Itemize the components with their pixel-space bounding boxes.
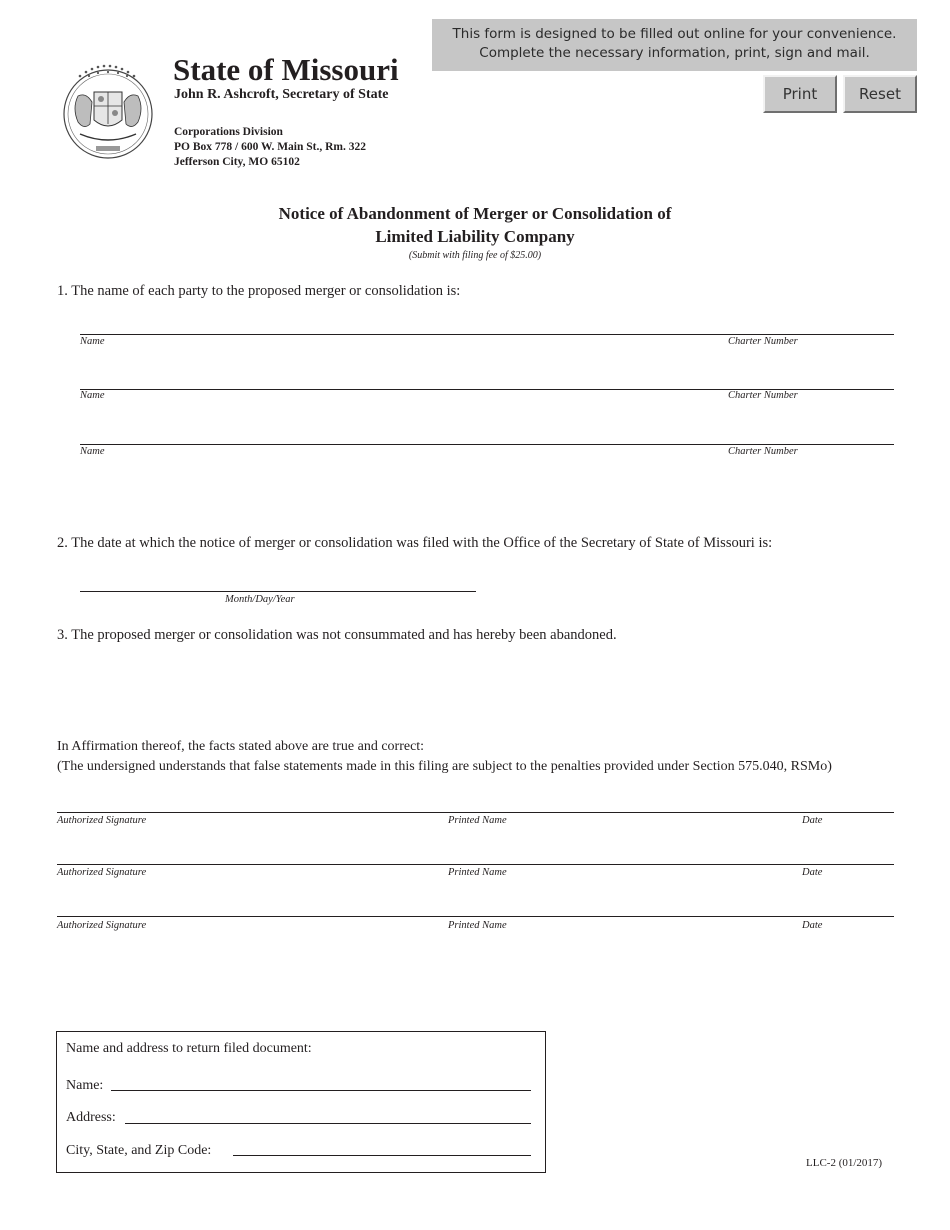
printed-name-label: Printed Name	[448, 920, 507, 931]
form-title-line-2: Limited Liability Company	[375, 227, 575, 246]
state-title: State of Missouri	[173, 52, 399, 87]
printed-name-label: Printed Name	[448, 867, 507, 878]
reset-button[interactable]: Reset	[843, 75, 917, 113]
party-name-field-1[interactable]	[80, 334, 894, 335]
name-label: Name	[80, 446, 105, 457]
filing-date-field[interactable]	[80, 591, 476, 592]
charter-number-label: Charter Number	[728, 446, 798, 457]
date-format-label: Month/Day/Year	[225, 594, 295, 605]
date-label: Date	[802, 815, 823, 826]
party-name-field-3[interactable]	[80, 444, 894, 445]
return-city-label: City, State, and Zip Code:	[66, 1143, 212, 1158]
notice-line-1: This form is designed to be filled out online for your convenience.	[452, 26, 897, 42]
filing-fee-note: (Submit with filing fee of $25.00)	[408, 250, 542, 261]
signature-field-3[interactable]	[57, 916, 894, 917]
name-label: Name	[80, 336, 105, 347]
affirmation-text: In Affirmation thereof, the facts stated above are true and correct:	[57, 739, 425, 754]
division-name: Corporations Division	[174, 126, 283, 138]
signature-field-1[interactable]	[57, 812, 894, 813]
online-notice	[432, 19, 917, 71]
name-label: Name	[80, 390, 105, 401]
authorized-signature-label: Authorized Signature	[57, 867, 147, 878]
form-number: LLC-2 (01/2017)	[806, 1157, 883, 1169]
date-label: Date	[802, 920, 823, 931]
city-address: Jefferson City, MO 65102	[174, 156, 300, 168]
form-title-line-1: Notice of Abandonment of Merger or Consolidation of	[278, 204, 672, 223]
charter-number-label: Charter Number	[728, 336, 798, 347]
return-city-field[interactable]	[233, 1155, 531, 1156]
return-name-field[interactable]	[111, 1090, 531, 1091]
date-label: Date	[802, 867, 823, 878]
question-1: 1. The name of each party to the proposed merger or consolidation is:	[57, 283, 461, 299]
state-seal-icon	[58, 62, 158, 162]
return-address-field[interactable]	[125, 1123, 531, 1124]
printed-name-label: Printed Name	[448, 815, 507, 826]
print-button[interactable]: Print	[763, 75, 837, 113]
return-name-label: Name:	[66, 1078, 104, 1093]
return-box-heading: Name and address to return filed document:	[66, 1041, 312, 1056]
mailing-address: PO Box 778 / 600 W. Main St., Rm. 322	[174, 141, 367, 153]
statement-3: 3. The proposed merger or consolidation was not consummated and has hereby been abandoned.	[57, 627, 617, 643]
return-address-box	[56, 1031, 546, 1173]
charter-number-label: Charter Number	[728, 390, 798, 401]
return-address-label: Address:	[66, 1110, 116, 1125]
notice-line-2: Complete the necessary information, print, sign and mail.	[479, 45, 870, 61]
question-2: 2. The date at which the notice of merger or consolidation was filed with the Office of the Secretary of State of Missouri is:	[57, 535, 773, 551]
authorized-signature-label: Authorized Signature	[57, 815, 147, 826]
signature-field-2[interactable]	[57, 864, 894, 865]
secretary-name: John R. Ashcroft, Secretary of State	[174, 87, 389, 102]
authorized-signature-label: Authorized Signature	[57, 920, 147, 931]
penalty-notice: (The undersigned understands that false statements made in this filing are subject to the penalties provided under Section 575.040, RSMo)	[57, 759, 832, 774]
